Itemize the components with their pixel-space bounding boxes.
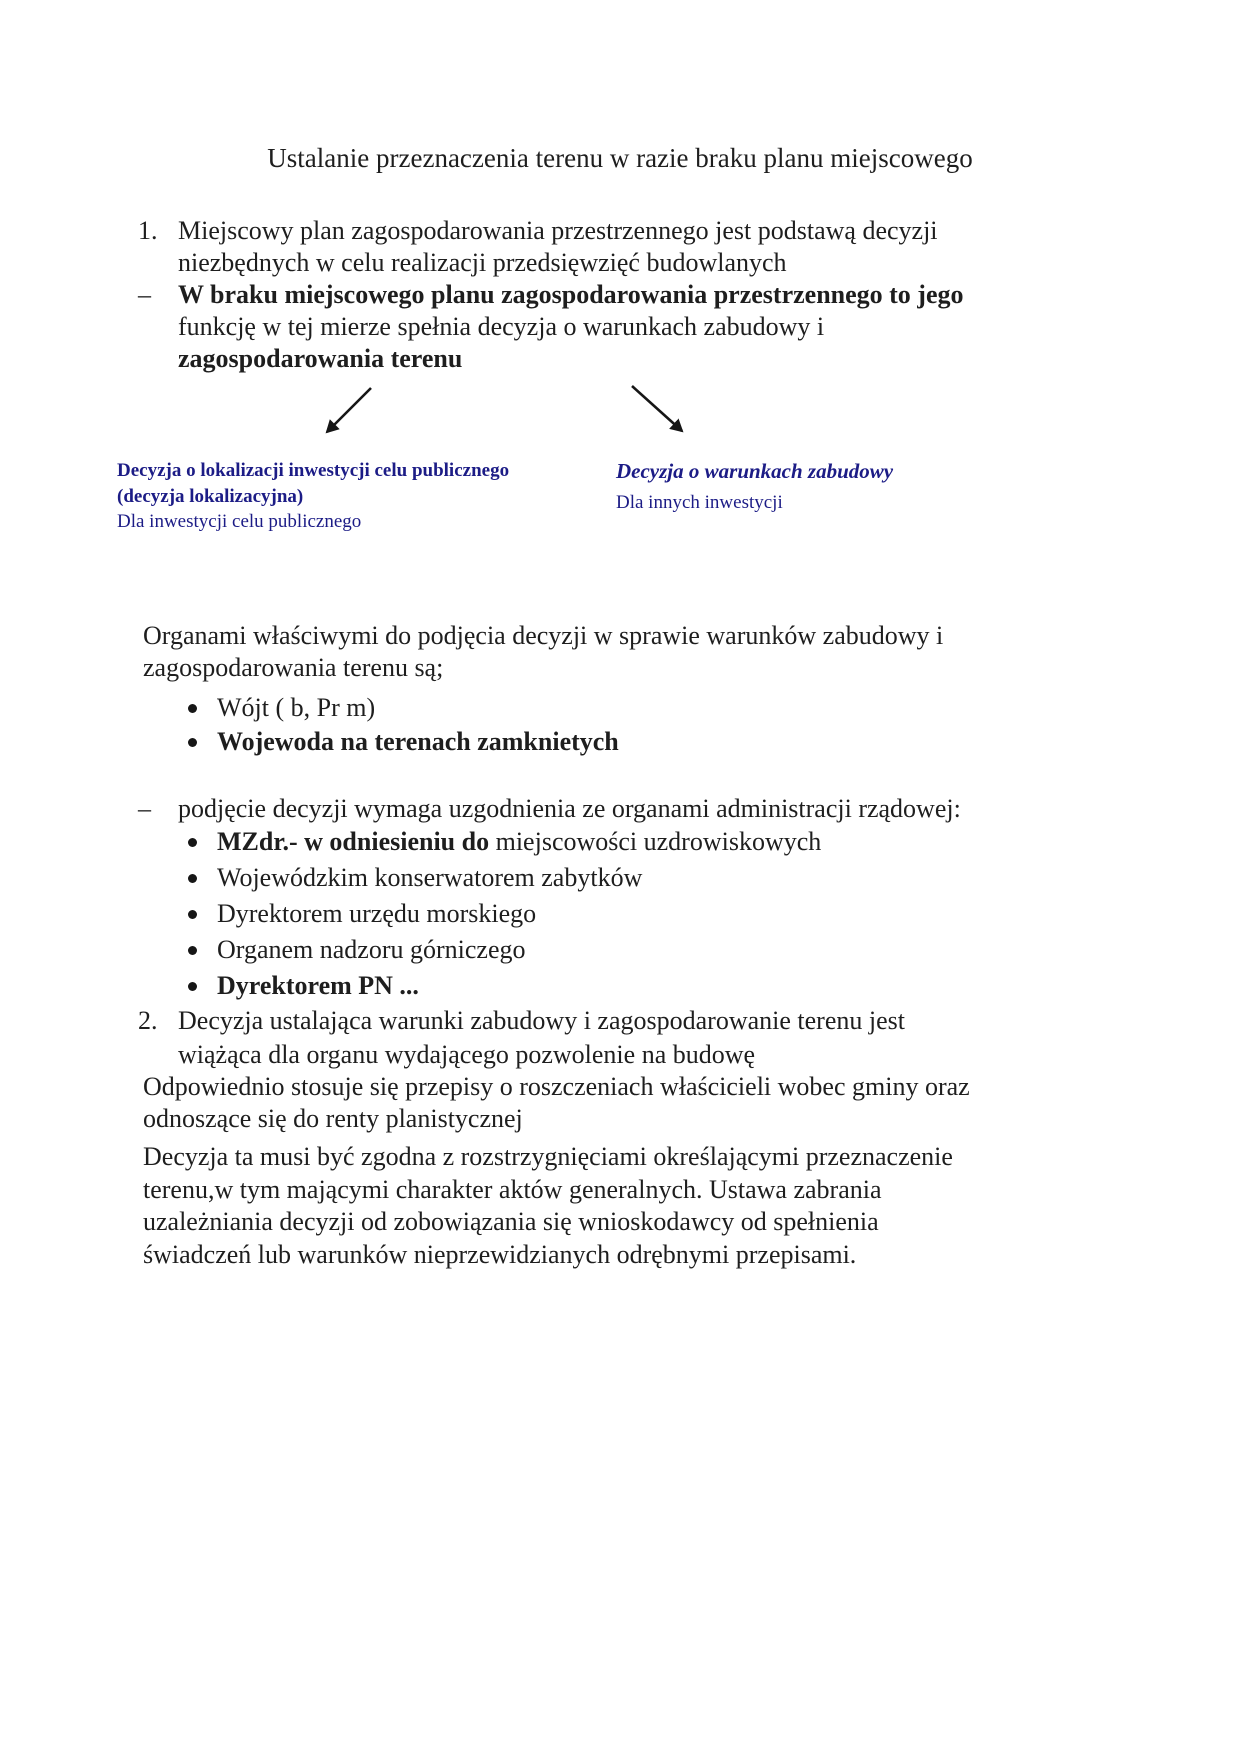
label-decyzja-warunki-zabudowy (616, 458, 893, 514)
label-line: Dla innych inwestycji (616, 492, 783, 513)
bullet-icon (188, 946, 197, 955)
numbered-item-1 (138, 215, 964, 247)
bullet-icon (188, 838, 197, 847)
list-item-text-bold: MZdr.- w odniesieniu do (217, 827, 490, 856)
paragraph-line: Decyzja ta musi być zgodna z rozstrzygnięciami określającymi przeznaczenie (143, 1142, 953, 1171)
item-number: 1. (138, 216, 158, 245)
item-text: Miejscowy plan zagospodarowania przestrzennego jest podstawą decyzji (178, 216, 938, 245)
numbered-item-1-continuation (138, 247, 964, 279)
label-line: Dla inwestycji celu publicznego (117, 511, 362, 532)
paragraph-line: świadczeń lub warunków nieprzewidzianych odrębnymi przepisami. (143, 1239, 857, 1269)
item-text: W braku miejscowego planu zagospodarowania przestrzennego to jego (178, 280, 964, 309)
list-item (186, 725, 619, 759)
paragraph-zgodnosc-decyzji (143, 1141, 953, 1271)
paragraph-organy (143, 620, 943, 684)
dash-item-uzgodnienia (138, 793, 961, 825)
item-text: funkcję w tej mierze spełnia decyzja o warunkach zabudowy i (178, 312, 825, 341)
dash-item-1 (138, 279, 964, 311)
label-line: Decyzja o lokalizacji inwestycji celu publicznego (117, 460, 510, 481)
list-item (186, 824, 821, 860)
list-item-text: Dyrektorem PN ... (217, 971, 419, 1000)
dash-item (138, 793, 961, 825)
list-item (186, 860, 821, 896)
arrow-down-right-icon (622, 381, 700, 441)
item-text: wiążąca dla organu wydającego pozwolenie na budowę (178, 1040, 756, 1069)
bullet-icon (188, 910, 197, 919)
paragraph-line: Organami właściwymi do podjęcia decyzji w sprawie warunków zabudowy i (143, 621, 944, 650)
label-decyzja-lokalizacyjna (117, 458, 509, 535)
bullet-icon (188, 704, 197, 713)
item-text: niezbędnych w celu realizacji przedsięwzięć budowlanych (178, 248, 787, 277)
list-item-text: Wojewódzkim konserwatorem zabytków (217, 863, 643, 892)
list-item-text: Wojewoda na terenach zamknietych (217, 727, 619, 756)
numbered-item-2-continuation (138, 1038, 905, 1072)
numbered-item-2 (138, 1004, 905, 1072)
item-text: zagospodarowania terenu (178, 344, 463, 373)
paragraph-line: Odpowiednio stosuje się przepisy o roszczeniach właścicieli wobec gminy oraz (143, 1072, 970, 1101)
list-item (186, 968, 821, 1004)
arrow-down-left-icon (305, 383, 383, 445)
list-item-text (217, 827, 821, 856)
item-number: 2. (138, 1006, 158, 1035)
label-line: Decyzja o warunkach zabudowy (616, 459, 894, 483)
dash-item-1-continuation (138, 343, 964, 375)
list-item-text: Organem nadzoru górniczego (217, 935, 526, 964)
list-item (186, 896, 821, 932)
paragraph-roszczenia (143, 1071, 970, 1135)
item-dash: – (138, 280, 151, 309)
bullet-list-organy (186, 691, 619, 759)
paragraph-line: terenu,w tym mającymi charakter aktów generalnych. Ustawa zabrania (143, 1174, 882, 1204)
bullet-icon (188, 874, 197, 883)
bullet-icon (188, 738, 197, 747)
list-item-text-rest: miejscowości uzdrowiskowych (489, 827, 822, 856)
page-title: Ustalanie przeznaczenia terenu w razie braku planu miejscowego (267, 143, 973, 173)
paragraph-line: odnoszące się do renty planistycznej (143, 1104, 523, 1133)
bullet-list-uzgodnienia (186, 824, 821, 1004)
bullet-icon (188, 982, 197, 991)
item-dash: – (138, 794, 151, 823)
list-item (186, 932, 821, 968)
dash-item-1-continuation (138, 311, 964, 343)
item-text: podjęcie decyzji wymaga uzgodnienia ze organami administracji rządowej: (178, 794, 961, 823)
item-text: Decyzja ustalająca warunki zabudowy i zagospodarowanie terenu jest (178, 1006, 905, 1035)
label-line: (decyzja lokalizacyjna) (117, 485, 304, 507)
list-item-text: Dyrektorem urzędu morskiego (217, 899, 537, 928)
list-item (186, 691, 619, 725)
list-item-text: Wójt ( b, Pr m) (217, 693, 376, 722)
paragraph-line: zagospodarowania terenu są; (143, 653, 444, 682)
paragraph-line: uzależniania decyzji od zobowiązania się wnioskodawcy od spełnienia (143, 1207, 879, 1236)
numbered-item-2-line (138, 1004, 905, 1038)
intro-list (138, 215, 964, 375)
